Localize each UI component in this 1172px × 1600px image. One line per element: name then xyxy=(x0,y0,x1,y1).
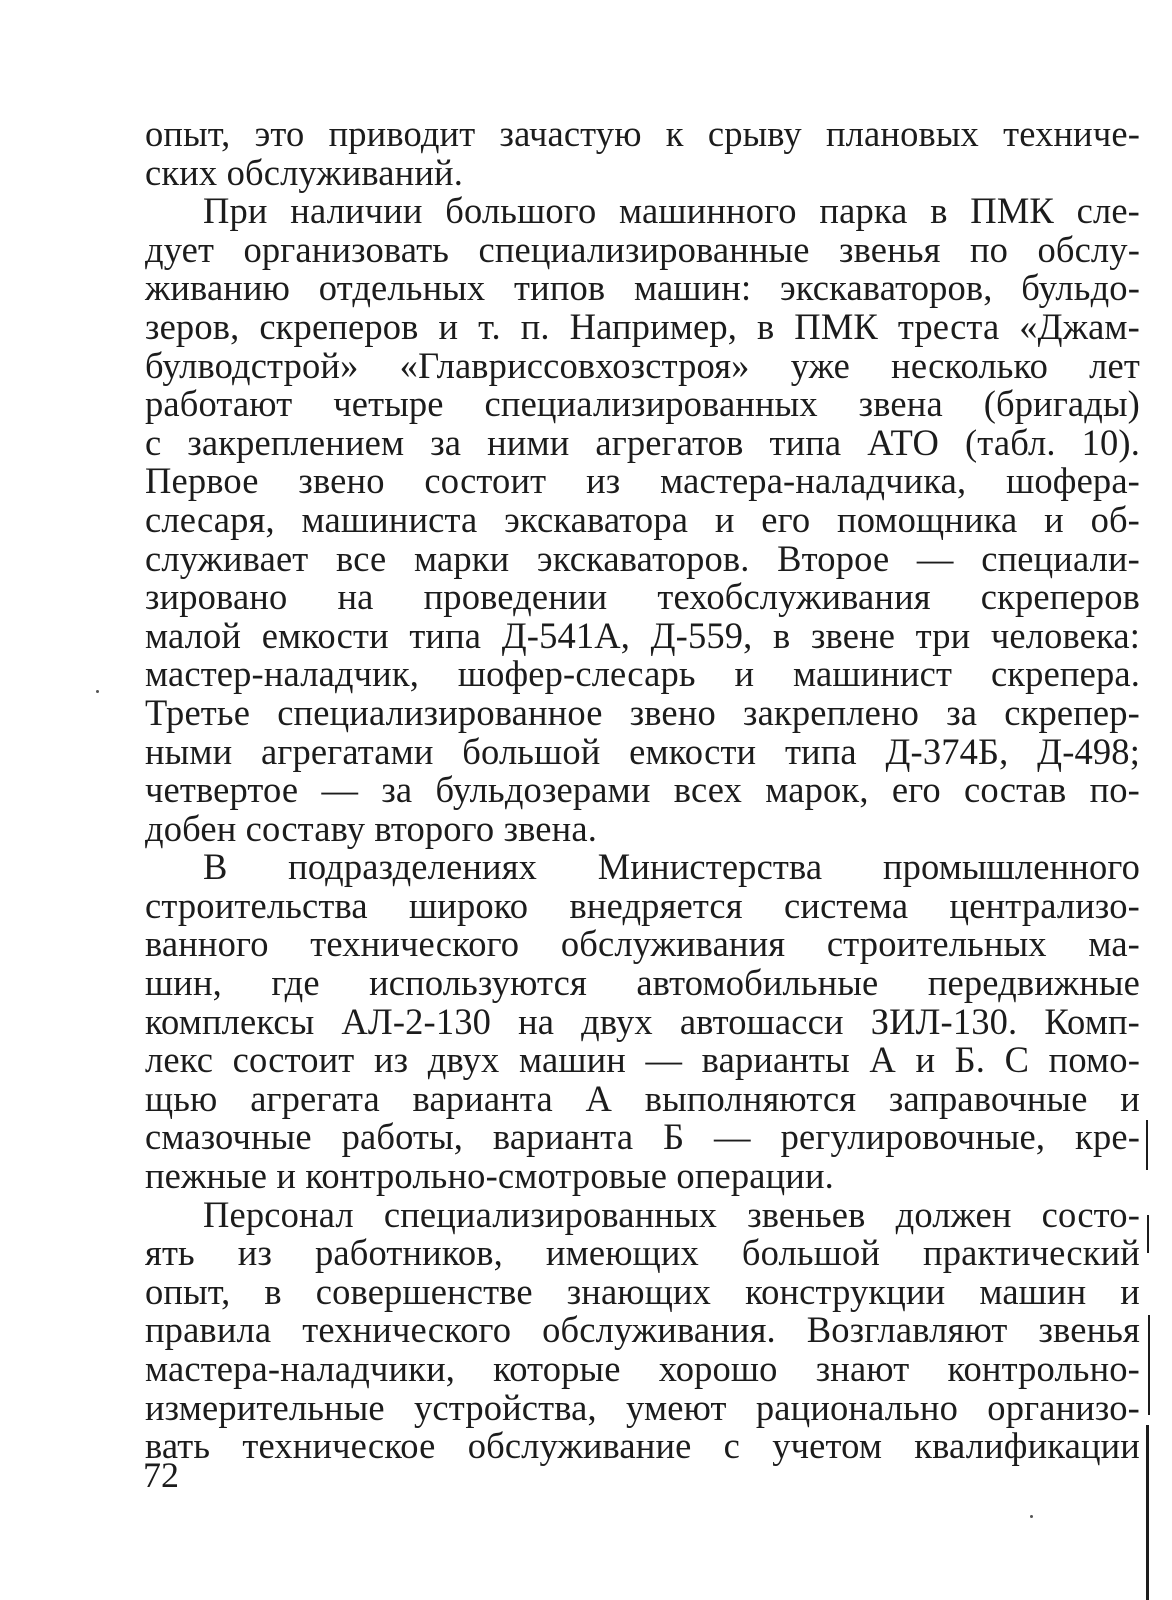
page-number: 72 xyxy=(143,1455,179,1495)
text-line: мастер-наладчик, шофер-слесарь и машинист скрепера. xyxy=(145,653,1140,695)
text-line: смазочные работы, варианта Б — регулировочные, кре- xyxy=(145,1116,1140,1158)
text-line: комплексы АЛ-2-130 на двух автошасси ЗИЛ-130. Комп- xyxy=(145,1000,1140,1042)
text-line: булводстрой» «Главриссовхозстроя» уже несколько лет xyxy=(145,344,1140,386)
text-line: ских обслуживаний. xyxy=(145,151,463,193)
text-line: слесаря, машиниста экскаватора и его помощника и об- xyxy=(145,498,1140,540)
text-line: мастера-наладчики, которые хорошо знают контрольно- xyxy=(145,1348,1140,1389)
text-line: вать техническое обслуживание с учетом квалификации xyxy=(145,1425,1140,1467)
text-line: При наличии большого машинного парка в ПМК сле- xyxy=(203,190,1140,232)
scan-edge-mark xyxy=(1146,1120,1148,1170)
text-line: работают четыре специализированных звена (бригады) xyxy=(145,383,1140,425)
text-line: щью агрегата варианта А выполняются заправочные и xyxy=(145,1077,1140,1119)
text-line: четвертое — за бульдозерами всех марок, его состав по- xyxy=(145,769,1140,811)
text-line: ять из работников, имеющих большой практический xyxy=(145,1232,1140,1274)
scan-edge-mark xyxy=(1146,1425,1149,1600)
text-line: с закреплением за ними агрегатов типа АТО (табл. 10). xyxy=(145,421,1140,463)
scan-speck xyxy=(96,690,99,693)
text-line: опыт, это приводит зачастую к срыву плановых техниче- xyxy=(145,113,1140,154)
text-line: зировано на проведении техобслуживания скреперов xyxy=(145,576,1140,618)
text-line: строительства широко внедряется система централизо- xyxy=(145,884,1140,926)
text-line: правила технического обслуживания. Возглавляют звенья xyxy=(145,1309,1140,1351)
text-line: добен составу второго звена. xyxy=(145,807,597,849)
text-line: ванного технического обслуживания строительных ма- xyxy=(145,923,1140,965)
scan-edge-mark xyxy=(1147,1215,1149,1253)
scan-speck xyxy=(1030,1515,1033,1518)
text-line: опыт, в совершенстве знающих конструкции машин и xyxy=(145,1270,1140,1312)
text-line: шин, где используются автомобильные передвижные xyxy=(145,962,1140,1004)
text-line: измерительные устройства, умеют рационально организо- xyxy=(145,1386,1140,1428)
text-line: лекс состоит из двух машин — варианты А и Б. С помо- xyxy=(145,1039,1140,1081)
body-text xyxy=(145,115,1140,1466)
text-line: В подразделениях Министерства промышленного xyxy=(203,846,1140,888)
text-line: живанию отдельных типов машин: экскаваторов, бульдо- xyxy=(145,267,1140,309)
text-line: зеров, скреперов и т. п. Например, в ПМК треста «Джам- xyxy=(145,305,1140,347)
text-line: пежные и контрольно-смотровые операции. xyxy=(145,1155,834,1197)
text-line: Персонал специализированных звеньев должен состо- xyxy=(203,1193,1140,1235)
text-line: малой емкости типа Д-541А, Д-559, в звене три человека: xyxy=(145,614,1140,656)
text-line: ными агрегатами большой емкости типа Д-374Б, Д-498; xyxy=(145,730,1140,772)
scan-edge-mark xyxy=(1148,1315,1150,1415)
text-line: Третье специализированное звено закреплено за скрепер- xyxy=(145,691,1140,733)
text-line: служивает все марки экскаваторов. Второе — специали- xyxy=(145,537,1140,579)
text-line: дует организовать специализированные звенья по обслу- xyxy=(145,228,1140,270)
text-line: Первое звено состоит из мастера-наладчика, шофера- xyxy=(145,460,1140,502)
